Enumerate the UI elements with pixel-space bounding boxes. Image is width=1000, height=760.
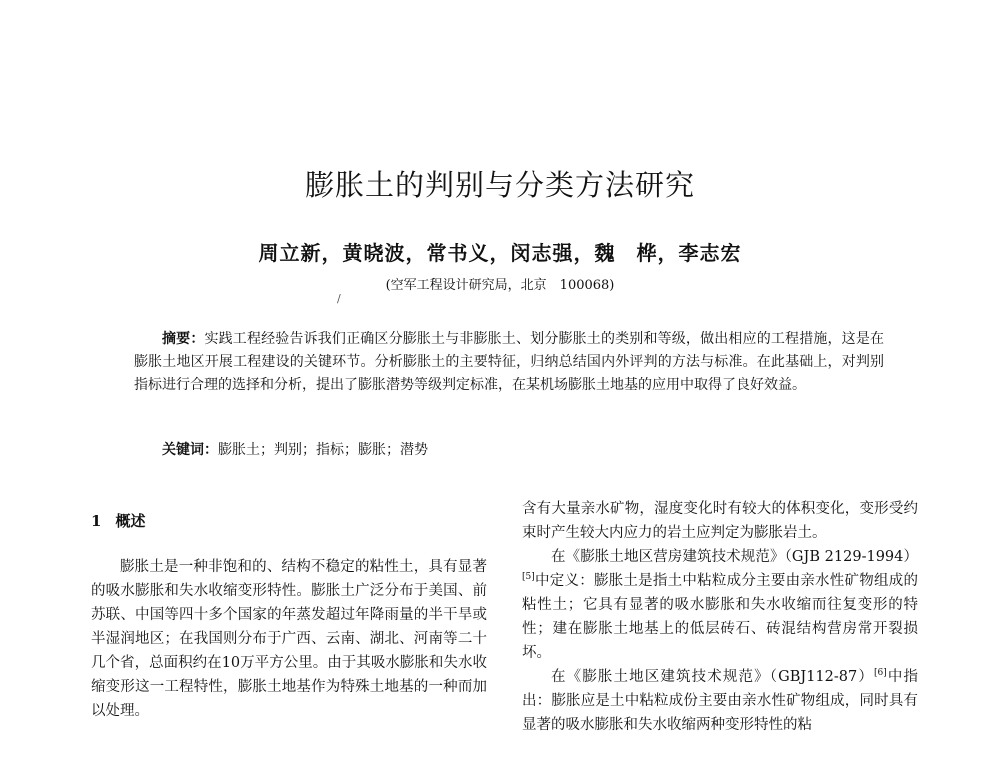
- affiliation: (空军工程设计研究局，北京 100068): [385, 278, 615, 293]
- section-number: 1: [91, 512, 102, 530]
- gjb-definition-paragraph: [522, 545, 918, 665]
- gbj-definition-paragraph: [522, 665, 918, 737]
- paper-title: 膨胀土的判别与分类方法研究: [304, 168, 695, 202]
- section-heading: [91, 500, 487, 533]
- abstract-label: 摘要：: [162, 331, 205, 347]
- author-list: 周立新，黄晓波，常书义，闵志强，魏 桦，李志宏: [258, 241, 742, 265]
- keywords: [162, 439, 428, 462]
- abstract-text: 实践工程经验告诉我们正确区分膨胀土与非膨胀土、划分膨胀土的类别和等级，做出相应的工程措施，这是在膨胀土地区开展工程建设的关键环节。分析膨胀土的主要特征，归纳总结国内外评判的方法与标准。在此基础上，对判别指标进行合理的选择和分析，提出了膨胀潜势等级判定标准，在某机场膨胀土地基的应用中取得了良好效益。: [134, 331, 885, 393]
- keywords-label: 关键词：: [162, 442, 218, 458]
- gjb-text-pre: 在《膨胀土地区营房建筑技术规范》（GJB 2129-1994）: [551, 549, 918, 565]
- gjb-reference[interactable]: [5]: [522, 572, 535, 583]
- gbj-text-pre: 在《膨胀土地区建筑技术规范》（GBJ112-87）: [551, 669, 874, 685]
- right-column: [522, 497, 918, 737]
- gbj-reference[interactable]: [6]: [874, 668, 887, 679]
- section-paragraph: 膨胀土是一种非饱和的、结构不稳定的粘性土，具有显著的吸水膨胀和失水收缩变形特性。膨胀土广泛分布于美国、前苏联、中国等四十多个国家的年蒸发超过年降雨量的半干旱或半湿润地区；在我国则分布于广西、云南、湖北、河南等二十几个省，总面积约在10万平方公里。由于其吸水膨胀和失水收缩变形这一工程特性，膨胀土地基作为特殊土地基的一种而加以处理。: [91, 559, 487, 719]
- section-title: 概述: [115, 512, 146, 530]
- abstract: [134, 328, 884, 397]
- scan-mark: /: [337, 292, 341, 305]
- left-column: [91, 500, 487, 723]
- continued-paragraph: 含有大量亲水矿物，湿度变化时有较大的体积变化，变形受约束时产生较大内应力的岩土应判定为膨胀岩土。: [522, 501, 918, 541]
- gjb-text-post: 中定义：膨胀土是指土中粘粒成分主要由亲水性矿物组成的粘性土；它具有显著的吸水膨胀和失水收缩而往复变形的特性；建在膨胀土地基上的低层砖石、砖混结构营房常开裂损坏。: [522, 573, 918, 661]
- keywords-text: 膨胀土；判别；指标；膨胀；潜势: [218, 442, 428, 458]
- gbj-text-post: 中指出：膨胀应是土中粘粒成份主要由亲水性矿物组成，同时具有显著的吸水膨胀和失水收缩两种变形特性的粘: [522, 669, 919, 733]
